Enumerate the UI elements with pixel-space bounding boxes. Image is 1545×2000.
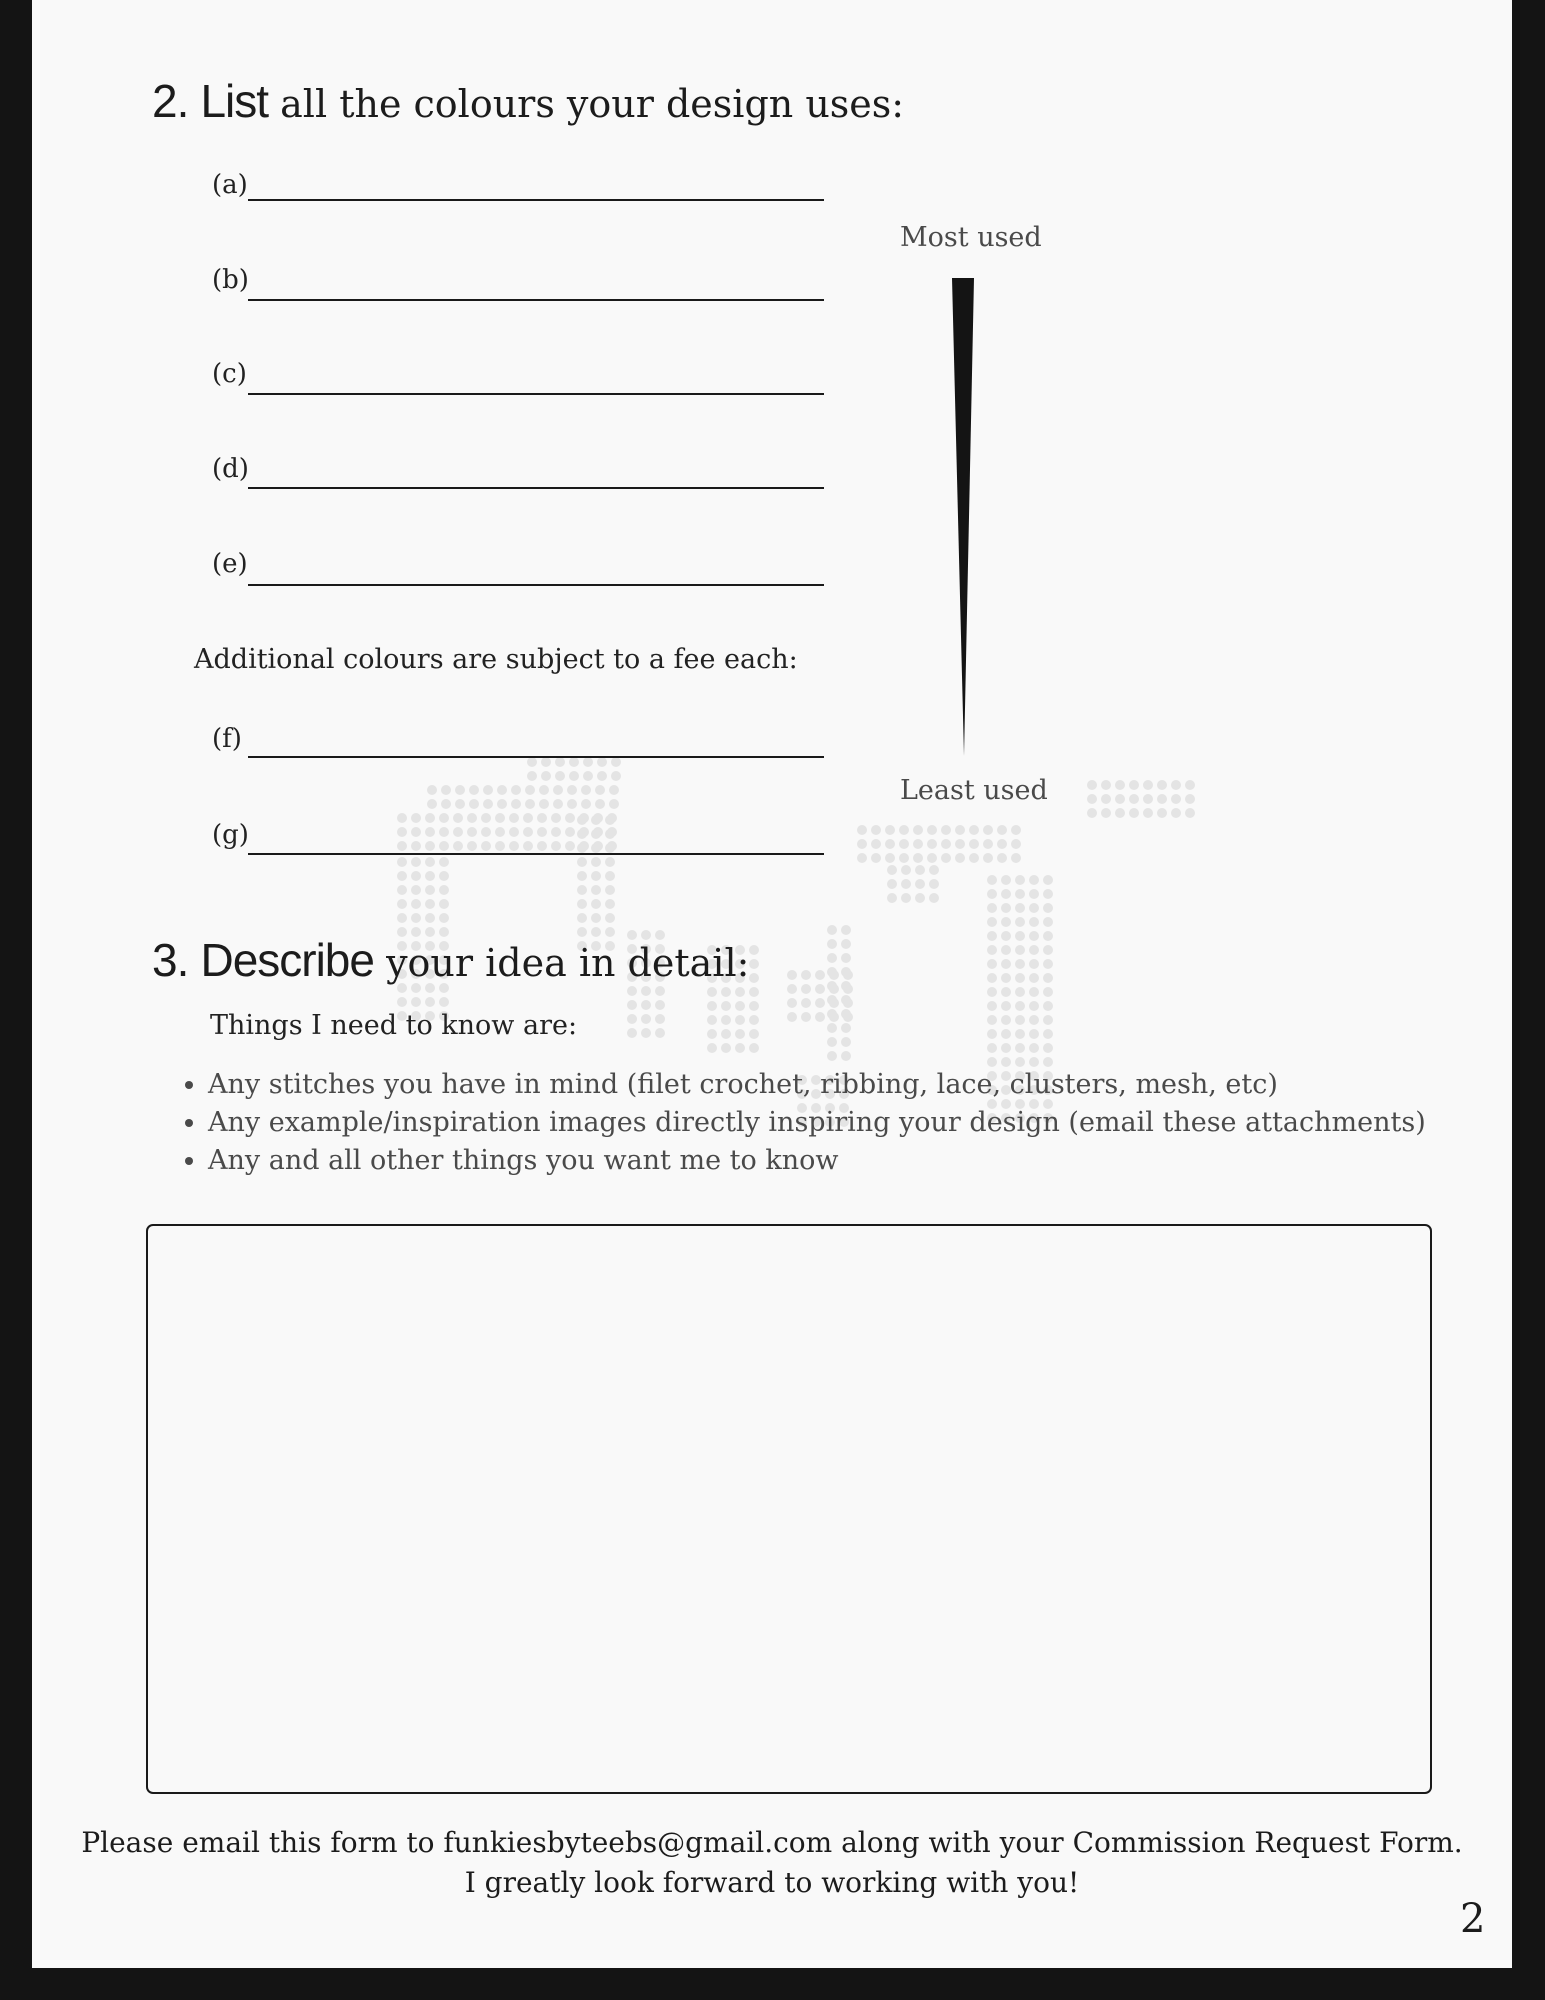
idea-description-box[interactable] [146,1224,1432,1794]
section-3-heading [152,933,749,987]
color-row-d-line[interactable] [248,487,824,489]
color-row-e-label: (e) [212,549,248,579]
section-2-heading [152,74,904,128]
section-3-number: 3. [152,934,189,986]
things-to-know-subheading: Things I need to know are: [210,1010,578,1041]
most-used-label: Most used [900,222,1042,253]
footer-closing-line: I greatly look forward to working with you! [464,1866,1080,1899]
section-3-keyword: Describe [200,934,374,986]
footer-email-line: Please email this form to funkiesbyteebs@gmail.com along with your Commission Request Form. [81,1826,1463,1859]
color-row-b-line[interactable] [248,299,824,301]
section-2-heading-text: all the colours your design uses: [280,82,905,126]
list-item: • Any example/inspiration images directly inspiring your design (email these attachments) [208,1104,1426,1142]
section-3-heading-text: your idea in detail: [386,941,750,985]
things-to-know-list [152,1066,1426,1180]
color-row-d-label: (d) [212,454,249,484]
color-row-g-label: (g) [212,820,249,850]
page-number: 2 [1460,1896,1486,1942]
color-row-f-line[interactable] [248,756,824,758]
color-row-b-label: (b) [212,265,249,295]
usage-scale-wedge [932,278,992,758]
additional-colours-note: Additional colours are subject to a fee each: [194,644,798,675]
section-2-number: 2. [152,75,189,127]
color-row-a-line[interactable] [248,199,824,201]
color-row-f-label: (f) [212,724,242,754]
list-item: • Any and all other things you want me to know [208,1142,1426,1180]
color-row-c-label: (c) [212,359,247,389]
color-row-e-line[interactable] [248,584,824,586]
least-used-label: Least used [900,775,1048,806]
form-page [32,0,1512,1968]
color-row-g-line[interactable] [248,853,824,855]
list-item: • Any stitches you have in mind (filet crochet, ribbing, lace, clusters, mesh, etc) [208,1066,1426,1104]
dotted-logo-watermark [32,0,1512,1250]
color-row-c-line[interactable] [248,393,824,395]
color-row-a-label: (a) [212,170,248,200]
section-2-keyword: List [200,75,269,127]
